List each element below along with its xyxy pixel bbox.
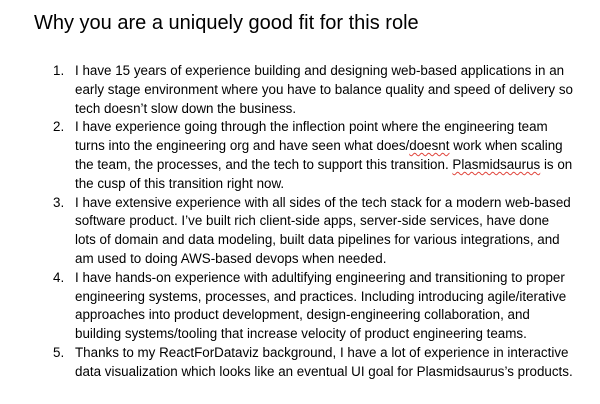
- list-item: [53, 118, 593, 193]
- list-item-text: [75, 118, 573, 193]
- list-item: [53, 344, 593, 382]
- text-segment: I have experience going through the inflection point where the engineering team turns into the engineering org and have seen what does/: [75, 119, 548, 154]
- text-segment: I have extensive experience with all sides of the tech stack for a modern web-based software product. I’ve built rich client-side apps, server-side services, have done lots of domain and data modeling, built data pipelines for various integrations, and am used to doing AWS-based devops when needed.: [75, 194, 571, 266]
- text-segment: work when scaling the team, the processes, and the tech to support this transition.: [75, 138, 563, 172]
- text-segment: is on the cusp of this transition right now.: [75, 156, 573, 191]
- list-item-number: 2.: [53, 119, 65, 135]
- list-item-number: 4.: [53, 269, 65, 285]
- list-item-text: [75, 344, 573, 382]
- list-item: [53, 269, 593, 344]
- page-title: Why you are a uniquely good fit for this role: [34, 12, 419, 34]
- list-item: [53, 194, 593, 269]
- text-segment: I have hands-on experience with adultifying engineering and transitioning to proper engineering systems, processes, and practices. Including introducing agile/iterative approaches into product development, design-engineering collaboration, and building systems/tooling that increase velocity of product engineering teams.: [75, 269, 567, 342]
- list-item-text: [75, 194, 573, 269]
- list-item: [53, 62, 593, 118]
- text-segment: Thanks to my ReactForDataviz background, I have a lot of experience in interactive data visualization which looks like an eventual UI goal for Plasmidsaurus’s products.: [75, 344, 573, 379]
- misspelled-word[interactable]: Plasmidsaurus: [452, 156, 541, 172]
- list-item-number: 3.: [53, 194, 65, 210]
- list-item-number: 5.: [53, 344, 65, 360]
- misspelled-word[interactable]: doesnt: [409, 138, 450, 154]
- list-item-text: [75, 62, 573, 118]
- list-item-number: 1.: [53, 63, 65, 78]
- text-segment: I have 15 years of experience building and designing web-based applications in an early stage environment where you have to balance quality and speed of delivery so tech doesn’t slow down the business.: [75, 63, 573, 116]
- fit-reasons-list: [53, 62, 593, 382]
- list-item-text: [75, 269, 573, 344]
